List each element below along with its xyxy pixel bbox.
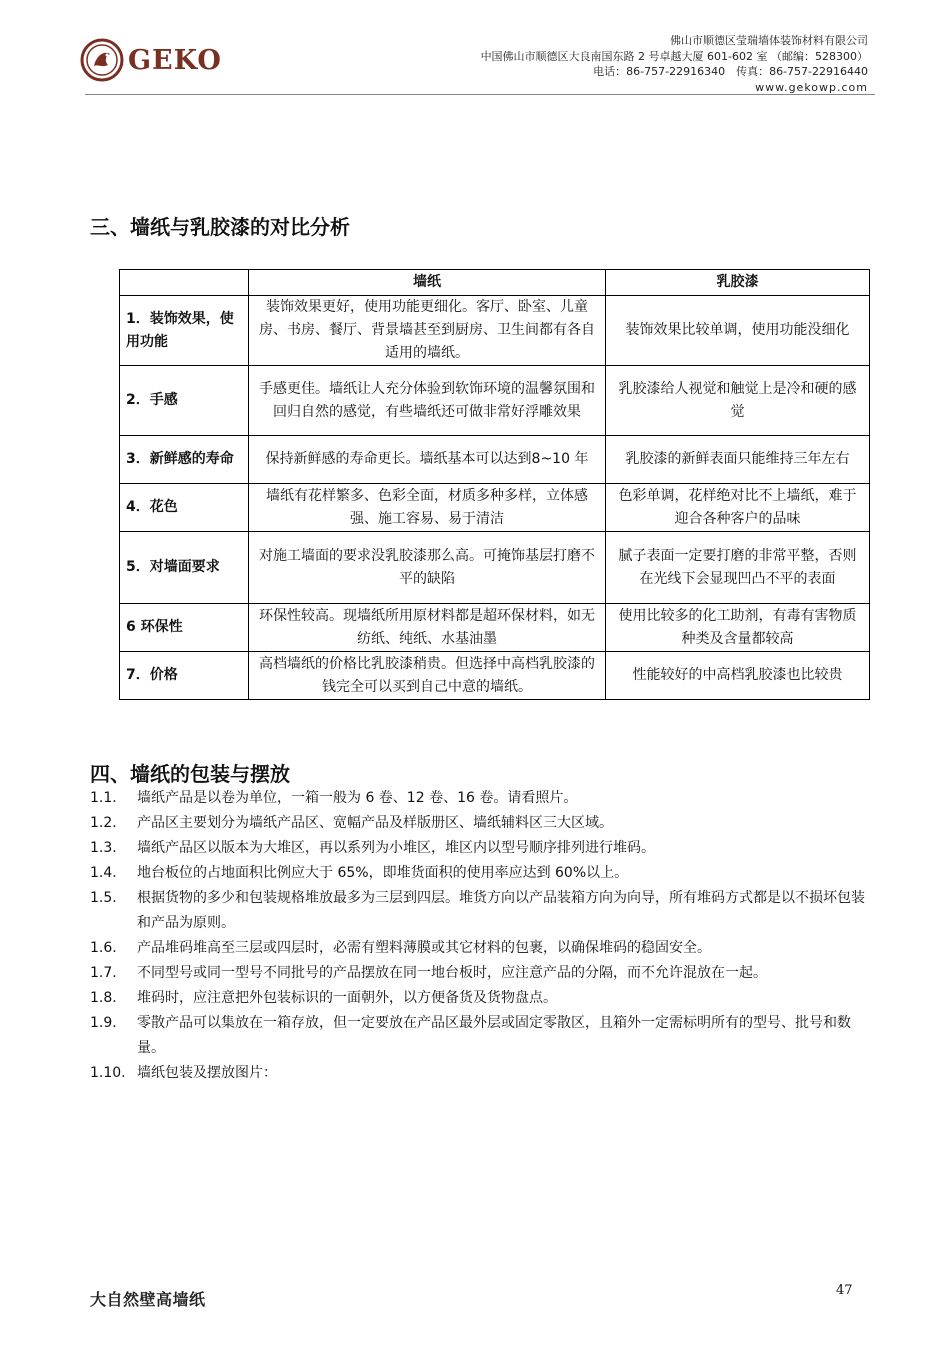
page-header	[0, 0, 950, 100]
row-label: 2．手感	[120, 366, 249, 436]
list-number: 1.1.	[90, 790, 117, 806]
company-contact: 电话：86-757-22916340 传真：86-757-22916440	[593, 65, 868, 78]
paint-cell: 乳胶漆的新鲜表面只能维持三年左右	[606, 436, 870, 484]
list-item	[90, 811, 870, 836]
row-label: 7．价格	[120, 652, 249, 700]
wallpaper-cell: 装饰效果更好，使用功能更细化。客厅、卧室、儿童房、书房、餐厅、背景墙甚至到厨房、卫生间都有各自适用的墙纸。	[249, 296, 606, 366]
table-row	[120, 296, 870, 366]
list-text: 零散产品可以集放在一箱存放，但一定要放在产品区最外层或固定零散区，且箱外一定需标明所有的型号、批号和数量。	[137, 1015, 851, 1056]
paint-cell: 性能较好的中高档乳胶漆也比较贵	[606, 652, 870, 700]
company-logo	[80, 38, 222, 82]
wallpaper-cell: 墙纸有花样繁多、色彩全面，材质多种多样，立体感强、施工容易、易于清洁	[249, 484, 606, 532]
list-item	[90, 1011, 870, 1061]
list-item	[90, 786, 870, 811]
table-row	[120, 532, 870, 604]
company-name: 佛山市顺德区莹瑞墙体装饰材料有限公司	[670, 34, 868, 47]
list-text: 根据货物的多少和包装规格堆放最多为三层到四层。堆货方向以产品装箱方向为向导，所有堆码方式都是以不损坏包装和产品为原则。	[137, 890, 865, 931]
company-info	[481, 33, 868, 95]
list-text: 堆码时，应注意把外包装标识的一面朝外，以方便备货及货物盘点。	[137, 990, 557, 1006]
table-row	[120, 604, 870, 652]
section-3-title: 三、墙纸与乳胶漆的对比分析	[90, 215, 350, 239]
table-header-wallpaper: 墙纸	[249, 270, 606, 296]
wallpaper-cell: 环保性较高。现墙纸所用原材料都是超环保材料，如无纺纸、纯纸、水基油墨	[249, 604, 606, 652]
row-label: 3．新鲜感的寿命	[120, 436, 249, 484]
table-row	[120, 436, 870, 484]
list-number: 1.5.	[90, 890, 117, 906]
list-item	[90, 936, 870, 961]
table-header-blank	[120, 270, 249, 296]
list-number: 1.7.	[90, 965, 117, 981]
list-number: 1.3.	[90, 840, 117, 856]
list-text: 墙纸包装及摆放图片：	[137, 1065, 277, 1081]
geko-emblem-icon	[80, 38, 124, 82]
wallpaper-cell: 手感更佳。墙纸让人充分体验到软饰环境的温馨氛围和回归自然的感觉，有些墙纸还可做非常好浮雕效果	[249, 366, 606, 436]
paint-cell: 色彩单调，花样绝对比不上墙纸，难于迎合各种客户的品味	[606, 484, 870, 532]
list-text: 产品堆码堆高至三层或四层时，必需有塑料薄膜或其它材料的包裹，以确保堆码的稳固安全。	[137, 940, 711, 956]
list-number: 1.6.	[90, 940, 117, 956]
list-item	[90, 986, 870, 1011]
wallpaper-cell: 高档墙纸的价格比乳胶漆稍贵。但选择中高档乳胶漆的钱完全可以买到自己中意的墙纸。	[249, 652, 606, 700]
list-item	[90, 861, 870, 886]
comparison-table	[119, 269, 870, 700]
row-label: 4．花色	[120, 484, 249, 532]
list-item	[90, 836, 870, 861]
paint-cell: 装饰效果比较单调，使用功能没细化	[606, 296, 870, 366]
row-label: 6 环保性	[120, 604, 249, 652]
table-header-paint: 乳胶漆	[606, 270, 870, 296]
company-website[interactable]: www.gekowp.com	[755, 80, 868, 94]
paint-cell: 腻子表面一定要打磨的非常平整，否则在光线下会显现凹凸不平的表面	[606, 532, 870, 604]
list-text: 产品区主要划分为墙纸产品区、宽幅产品及样版册区、墙纸辅料区三大区域。	[137, 815, 613, 831]
list-text: 地台板位的占地面积比例应大于 65%，即堆货面积的使用率应达到 60%以上。	[137, 865, 629, 881]
list-number: 1.8.	[90, 990, 117, 1006]
paint-cell: 使用比较多的化工助剂，有毒有害物质种类及含量都较高	[606, 604, 870, 652]
wallpaper-cell: 对施工墙面的要求没乳胶漆那么高。可掩饰基层打磨不平的缺陷	[249, 532, 606, 604]
row-label: 1．装饰效果，使用功能	[120, 296, 249, 366]
list-number: 1.9.	[90, 1015, 117, 1031]
list-text: 墙纸产品区以版本为大堆区，再以系列为小堆区，堆区内以型号顺序排列进行堆码。	[137, 840, 655, 856]
table-header-row	[120, 270, 870, 296]
section-4-title: 四、墙纸的包装与摆放	[90, 762, 290, 786]
list-item	[90, 886, 870, 936]
company-address: 中国佛山市顺德区大良南国东路 2 号卓越大厦 601-602 室 （邮编：528300）	[480, 49, 868, 63]
list-text: 墙纸产品是以卷为单位，一箱一般为 6 卷、12 卷、16 卷。请看照片。	[137, 790, 578, 806]
row-label: 5．对墙面要求	[120, 532, 249, 604]
table-row	[120, 652, 870, 700]
header-divider	[85, 94, 875, 95]
table-row	[120, 366, 870, 436]
packaging-list	[90, 786, 870, 1086]
list-item	[90, 1061, 870, 1086]
paint-cell: 乳胶漆给人视觉和触觉上是冷和硬的感觉	[606, 366, 870, 436]
list-number: 1.4.	[90, 865, 117, 881]
table-row	[120, 484, 870, 532]
list-number: 1.10.	[90, 1065, 126, 1081]
footer-brand: 大自然壁高墙纸	[90, 1290, 206, 1309]
list-number: 1.2.	[90, 815, 117, 831]
list-item	[90, 961, 870, 986]
list-text: 不同型号或同一型号不同批号的产品摆放在同一地台板时，应注意产品的分隔，而不允许混放在一起。	[137, 965, 767, 981]
logo-text: GEKO	[128, 44, 222, 76]
wallpaper-cell: 保持新鲜感的寿命更长。墙纸基本可以达到8~10 年	[249, 436, 606, 484]
page-number: 47	[836, 1283, 853, 1298]
